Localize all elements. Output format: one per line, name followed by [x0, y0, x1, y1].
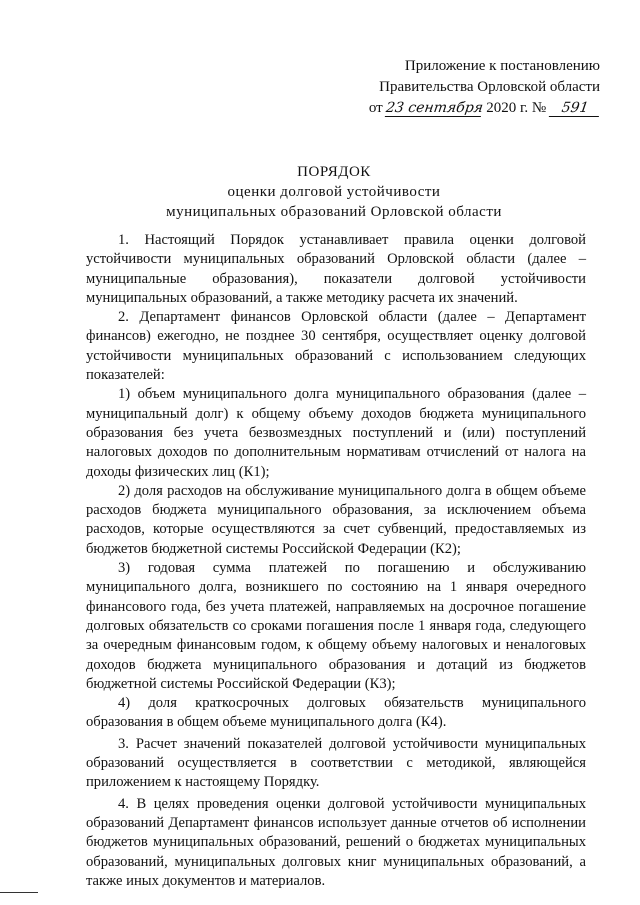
- paragraph-indicator-4: 4) доля краткосрочных долговых обязательств муниципального образования в общем объеме муниципального долга (К4).: [86, 695, 586, 731]
- paragraph-indicator-1: 1) объем муниципального долга муниципального образования (далее – муниципальный долг) к общему объему доходов бюджета муниципального образования без учета безвозмездных поступлений и (или) поступлений налоговых доходов по дополнительным нормативам отчислений от налога на доходы физических лиц (К1);: [86, 386, 586, 480]
- appendix-date-line: [340, 98, 600, 119]
- paragraph-indicator-2: 2) доля расходов на обслуживание муниципального долга в общем объеме расходов бюджета муниципального образования, за исключением объема расходов, которые осуществляются за счет субвенций, предоставляемых из бюджетов бюджетной системы Российской Федерации (К2);: [86, 482, 586, 557]
- paragraph-4: 4. В целях проведения оценки долговой устойчивости муниципальных образований Департамент финансов использует данные отчетов об исполнении бюджетов муниципальных образований, решений о бюджетах муниципальных образований, муниципальных долговых книг муниципальных образований, а также иных документов и материалов.: [86, 795, 586, 889]
- document-title: [84, 162, 584, 222]
- appendix-header: [340, 56, 600, 119]
- paragraph-2: 2. Департамент финансов Орловской области (далее – Департамент финансов) ежегодно, не позднее 30 сентября, осуществляет оценку долговой устойчивости муниципальных образований с использованием следующих показателей:: [86, 309, 586, 384]
- paragraph-indicator-3: 3) годовая сумма платежей по погашению и обслуживанию муниципального долга, возникшего по состоянию на 1 января очередного финансового года, без учета платежей, направляемых на досрочное погашение долговых обязательств со сроками погашения после 1 января года, следующего за очередным финансовым годом, к общему объему налоговых и неналоговых доходов бюджета муниципального образования и дотаций из бюджетов бюджетной системы Российской Федерации (К3);: [86, 560, 586, 692]
- paragraph-1: 1. Настоящий Порядок устанавливает правила оценки долговой устойчивости муниципальных образований Орловской области (далее – муниципальные образования), показатели долговой устойчивости муниципальных образований, а также методику расчета их значений.: [86, 232, 586, 306]
- document-body: [86, 231, 586, 891]
- appendix-line-2: Правительства Орловской области: [379, 79, 600, 95]
- handwritten-date: 23 сентября: [385, 100, 485, 116]
- title-line-3: муниципальных образований Орловской области: [166, 204, 502, 220]
- title-line-2: оценки долговой устойчивости: [227, 184, 441, 200]
- page-edge-mark: [0, 892, 38, 893]
- year-text: 2020 г. №: [486, 100, 547, 116]
- title-heading: ПОРЯДОК: [297, 164, 371, 180]
- handwritten-number: 591: [549, 100, 601, 117]
- date-prefix: от: [368, 100, 383, 116]
- paragraph-3: 3. Расчет значений показателей долговой устойчивости муниципальных образований осуществляется в соответствии с методикой, являющейся приложением к настоящему Порядку.: [86, 735, 586, 791]
- appendix-line-1: Приложение к постановлению: [404, 58, 600, 74]
